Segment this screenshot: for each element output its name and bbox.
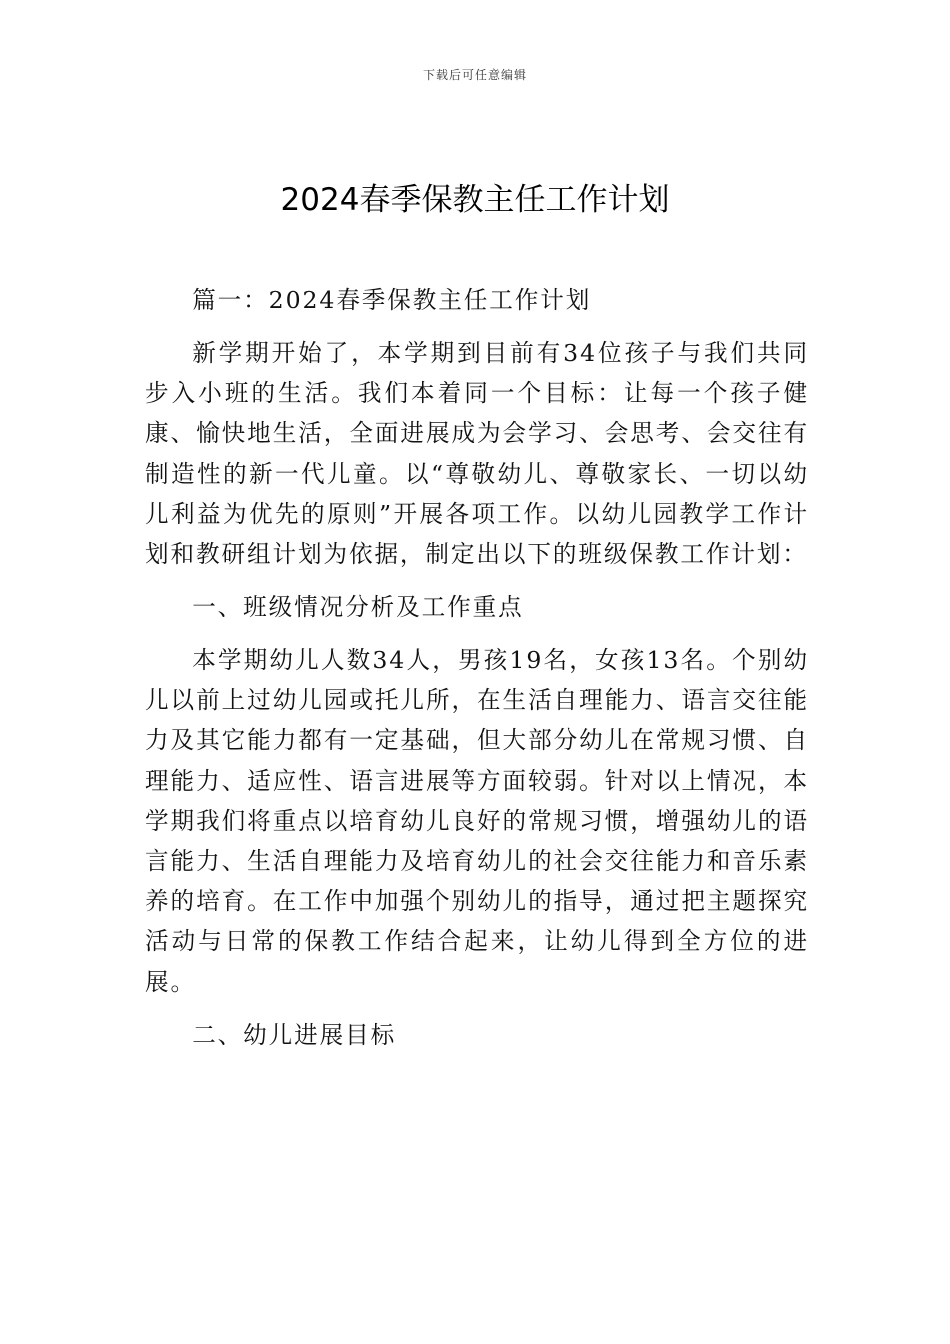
document-title: 2024春季保教主任工作计划 <box>280 182 670 218</box>
intro-paragraph: 新学期开始了，本学期到目前有34位孩子与我们共同步入小班的生活。我们本着同一个目标：让每一个孩子健康、愉快地生活，全面进展成为会学习、会思考、会交往有制造性的新一代儿童。以“尊敬幼儿、尊敬家长、一切以幼儿利益为优先的原则”开展各项工作。以幼儿园教学工作计划和教研组计划为依据，制定出以下的班级保教工作计划： <box>145 339 809 569</box>
class-analysis-paragraph: 本学期幼儿人数34人，男孩19名，女孩13名。个别幼儿以前上过幼儿园或托儿所，在生活自理能力、语言交往能力及其它能力都有一定基础，但大部分幼儿在常规习惯、自理能力、适应性、语言进展等方面较弱。针对以上情况，本学期我们将重点以培育幼儿良好的常规习惯，增强幼儿的语言能力、生活自理能力及培育幼儿的社会交往能力和音乐素养的培育。在工作中加强个别幼儿的指导，通过把主题探究活动与日常的保教工作结合起来，让幼儿得到全方位的进展。 <box>145 646 809 996</box>
document-body <box>145 280 809 1068</box>
header-note: 下载后可任意编辑 <box>422 68 527 82</box>
section-heading-1: 一、班级情况分析及工作重点 <box>192 593 524 622</box>
section-heading-2: 二、幼儿进展目标 <box>192 1020 397 1049</box>
section-subtitle: 篇一：2024春季保教主任工作计划 <box>192 286 592 314</box>
